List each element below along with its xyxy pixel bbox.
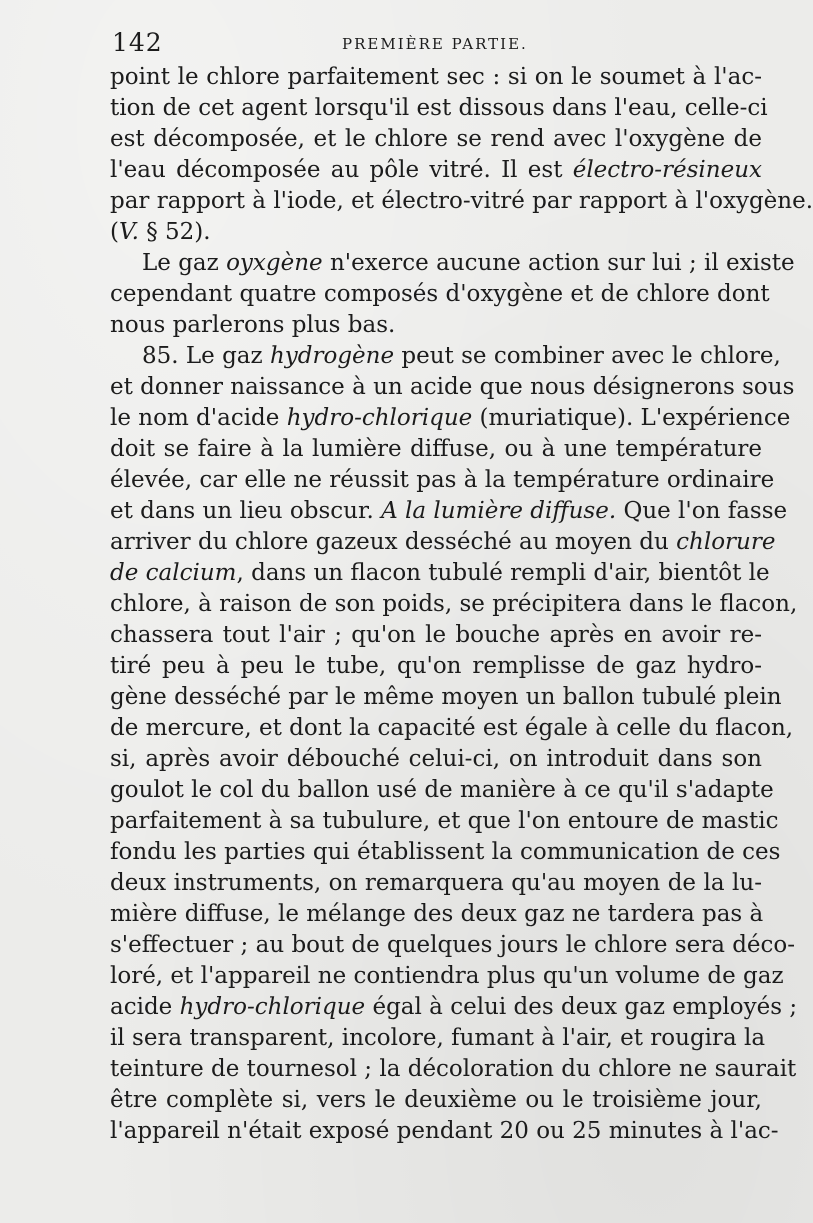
italic-term: de calcium bbox=[110, 560, 237, 586]
line-text: gène desséché par le même moyen un ballon tubulé plein bbox=[110, 684, 782, 710]
line-text: élevée, car elle ne réussit pas à la température ordinaire bbox=[110, 467, 775, 493]
text-line bbox=[110, 744, 762, 775]
line-text: mière diffuse, le mélange des deux gaz ne tardera pas à bbox=[110, 901, 764, 927]
line-text: le nom d'acide bbox=[110, 405, 287, 431]
line-text: ( bbox=[110, 219, 119, 245]
line-text: fondu les parties qui établissent la communication de ces bbox=[110, 839, 781, 865]
text-line bbox=[110, 899, 762, 930]
line-text: et donner naissance à un acide que nous désignerons sous bbox=[110, 374, 795, 400]
line-text: Que l'on fasse bbox=[616, 498, 788, 524]
line-text: teinture de tournesol ; la décoloration du chlore ne saurait bbox=[110, 1056, 797, 1082]
line-text: Le gaz bbox=[142, 250, 227, 276]
italic-term: A la lumière diffuse. bbox=[381, 498, 617, 524]
line-text: s'effectuer ; au bout de quelques jours le chlore sera déco- bbox=[110, 932, 796, 958]
line-text: goulot le col du ballon usé de manière à ce qu'il s'adapte bbox=[110, 777, 774, 803]
italic-term: hydro-chlorique bbox=[286, 405, 473, 431]
text-line bbox=[110, 1085, 762, 1116]
line-text: l'appareil n'était exposé pendant 20 ou 25 minutes à l'ac- bbox=[110, 1118, 779, 1144]
text-line bbox=[110, 1023, 766, 1054]
text-line bbox=[110, 465, 775, 496]
line-text: parfaitement à sa tubulure, et que l'on entoure de mastic bbox=[110, 808, 779, 834]
line-text: point le chlore parfaitement sec : si on le soumet à l'ac- bbox=[110, 64, 762, 90]
text-line bbox=[110, 651, 762, 682]
text-line bbox=[110, 248, 795, 279]
text-line bbox=[110, 434, 762, 465]
line-text: tion de cet agent lorsqu'il est dissous dans l'eau, celle-ci bbox=[110, 95, 768, 121]
text-line bbox=[110, 341, 781, 372]
line-text: n'exerce aucune action sur lui ; il existe bbox=[322, 250, 795, 276]
line-text: § 52). bbox=[138, 219, 211, 245]
page-number: 142 bbox=[112, 28, 163, 57]
text-line bbox=[110, 589, 798, 620]
line-text: si, après avoir débouché celui-ci, on introduit dans son bbox=[110, 746, 762, 772]
line-text: l'eau décomposée au pôle vitré. Il est bbox=[110, 157, 573, 183]
text-line bbox=[110, 62, 762, 93]
line-text: loré, et l'appareil ne contiendra plus qu'un volume de gaz bbox=[110, 963, 784, 989]
italic-term: hydro-chlorique bbox=[179, 994, 366, 1020]
text-line bbox=[110, 868, 762, 899]
italic-term: hydrogène bbox=[269, 343, 395, 369]
line-text: peut se combiner avec le chlore, bbox=[394, 343, 781, 369]
line-text: et dans un lieu obscur. bbox=[110, 498, 382, 524]
line-text: cependant quatre composés d'oxygène et de chlore dont bbox=[110, 281, 770, 307]
line-text: arriver du chlore gazeux desséché au moyen du bbox=[110, 529, 677, 555]
text-line bbox=[110, 186, 813, 217]
text-line bbox=[110, 403, 791, 434]
body-text bbox=[110, 62, 813, 1147]
text-line bbox=[110, 217, 762, 248]
line-text: de mercure, et dont la capacité est égale à celle du flacon, bbox=[110, 715, 794, 741]
page-header bbox=[112, 28, 762, 58]
text-line bbox=[110, 527, 776, 558]
running-head: PREMIÈRE PARTIE. bbox=[342, 35, 528, 53]
text-line bbox=[110, 124, 762, 155]
text-line bbox=[110, 992, 798, 1023]
text-line bbox=[110, 682, 782, 713]
text-line bbox=[110, 1054, 797, 1085]
italic-term: oyxgène bbox=[226, 250, 323, 276]
line-text: égal à celui des deux gaz employés ; bbox=[365, 994, 798, 1020]
line-text: acide bbox=[110, 994, 180, 1020]
line-text: 85. Le gaz bbox=[142, 343, 270, 369]
text-line bbox=[110, 775, 774, 806]
text-line bbox=[110, 1116, 779, 1147]
text-line bbox=[110, 558, 770, 589]
text-line bbox=[110, 93, 768, 124]
line-text: est décomposée, et le chlore se rend avec l'oxygène de bbox=[110, 126, 762, 152]
line-text: , dans un flacon tubulé rempli d'air, bientôt le bbox=[236, 560, 770, 586]
line-text: doit se faire à la lumière diffuse, ou à une température bbox=[110, 436, 762, 462]
line-text: chlore, à raison de son poids, se précipitera dans le flacon, bbox=[110, 591, 798, 617]
line-text: il sera transparent, incolore, fumant à l'air, et rougira la bbox=[110, 1025, 766, 1051]
italic-term: chlorure bbox=[676, 529, 776, 555]
text-line bbox=[110, 620, 762, 651]
text-line bbox=[110, 806, 779, 837]
line-text: (muriatique). L'expérience bbox=[472, 405, 791, 431]
text-line bbox=[110, 155, 762, 186]
text-line bbox=[110, 496, 788, 527]
text-line bbox=[110, 713, 794, 744]
line-text: chassera tout l'air ; qu'on le bouche après en avoir re- bbox=[110, 622, 762, 648]
text-line bbox=[110, 372, 795, 403]
text-line bbox=[110, 837, 781, 868]
italic-term: électro-résineux bbox=[572, 157, 762, 183]
line-text: être complète si, vers le deuxième ou le troisième jour, bbox=[110, 1087, 762, 1113]
line-text: tiré peu à peu le tube, qu'on remplisse de gaz hydro- bbox=[110, 653, 762, 679]
italic-term: V. bbox=[118, 219, 139, 245]
line-text: nous parlerons plus bas. bbox=[110, 312, 396, 338]
line-text: deux instruments, on remarquera qu'au moyen de la lu- bbox=[110, 870, 762, 896]
text-line bbox=[110, 279, 770, 310]
text-line bbox=[110, 961, 784, 992]
text-line bbox=[110, 310, 762, 341]
line-text: par rapport à l'iode, et électro-vitré par rapport à l'oxygène. bbox=[110, 188, 813, 214]
text-line bbox=[110, 930, 796, 961]
